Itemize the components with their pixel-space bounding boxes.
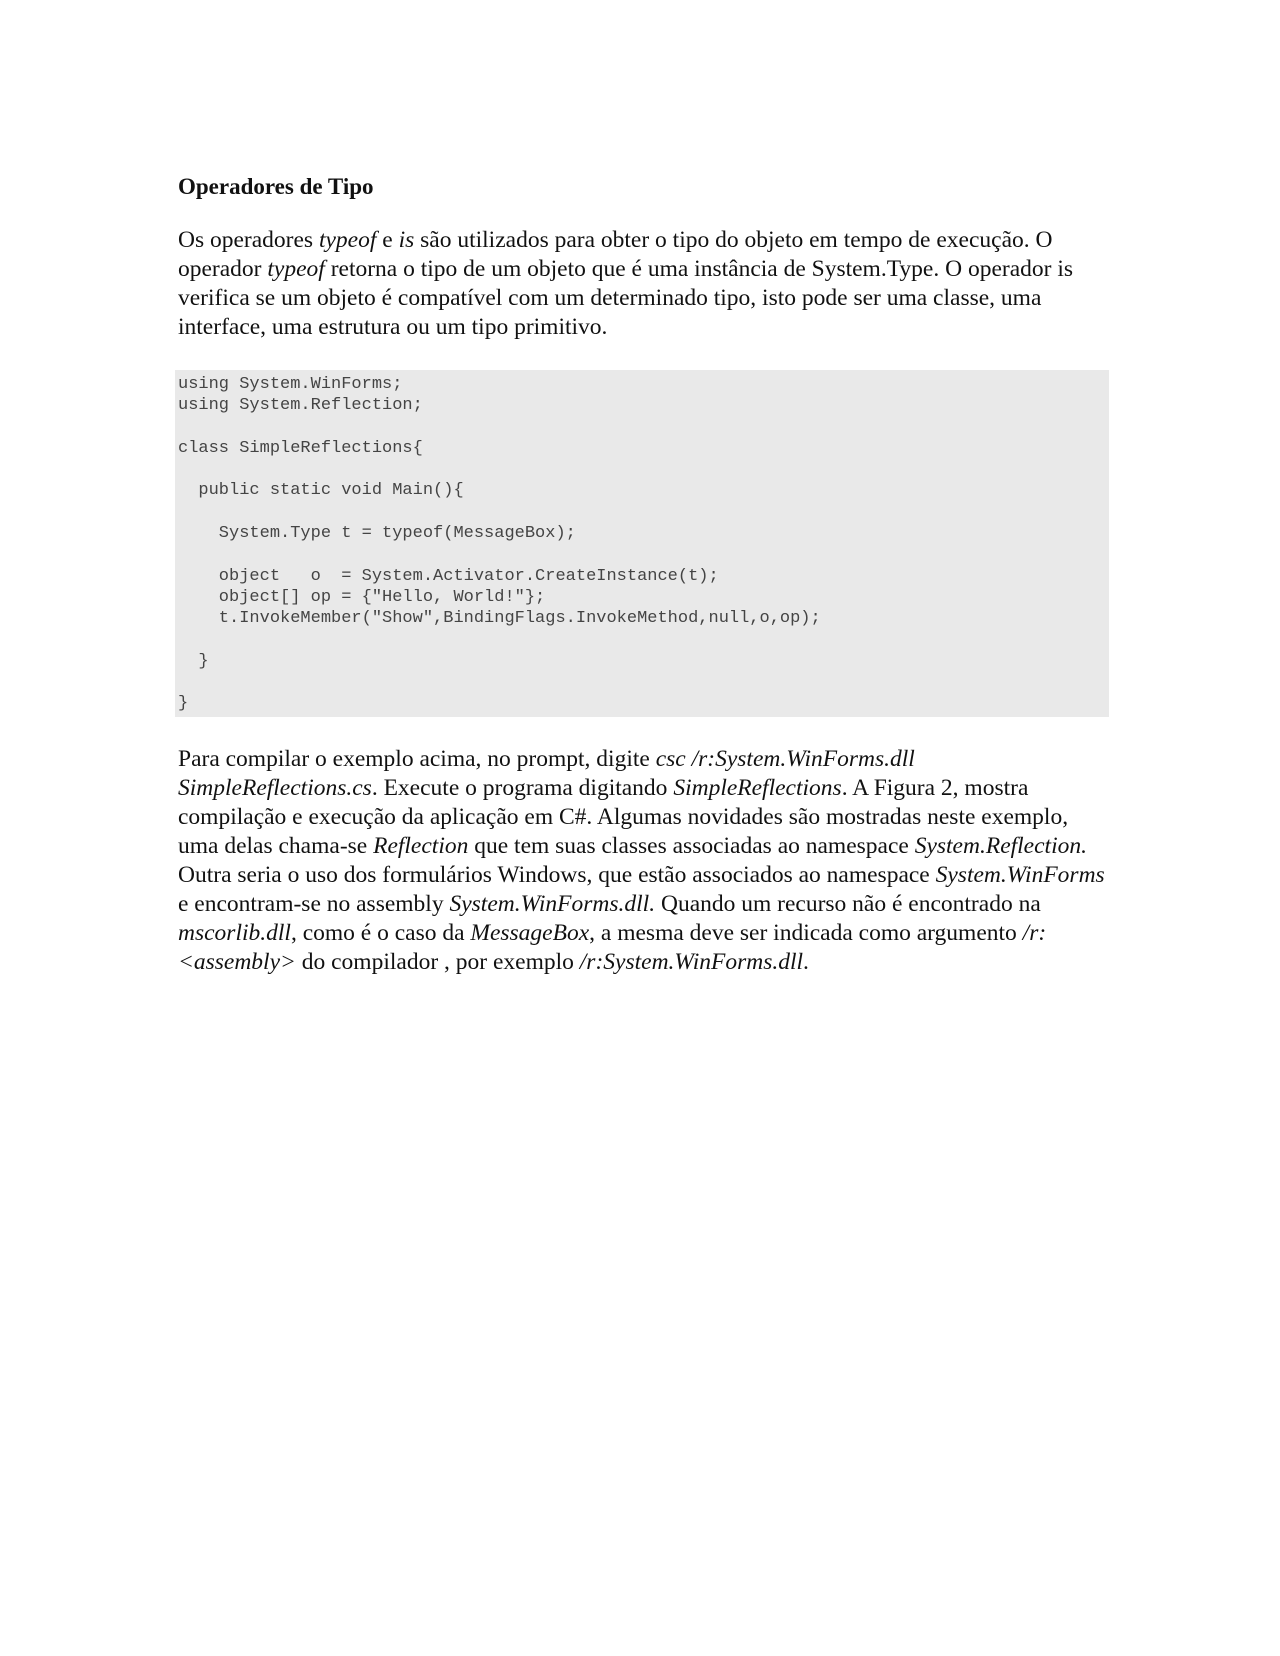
italic-text-run: MessageBox: [470, 919, 590, 946]
text-run: são utilizados para obter o tipo do objeto em tempo de execução. O operador: [178, 227, 1053, 282]
code-line: t.InvokeMember("Show",BindingFlags.InvokeMethod,null,o,op);: [178, 609, 821, 629]
code-block: [175, 370, 1109, 717]
code-line: [178, 459, 1109, 480]
text-run: . Execute o programa digitando: [371, 774, 674, 801]
code-line: [178, 502, 1109, 523]
text-run: e: [376, 227, 399, 253]
code-line: using System.Reflection;: [178, 396, 423, 416]
code-line: class SimpleReflections{: [178, 438, 423, 458]
italic-text-run: /r:System.WinForms.dll: [579, 948, 804, 975]
code-line: System.Type t = typeof(MessageBox);: [178, 524, 576, 544]
text-run: e encontram-se no assembly: [178, 890, 450, 917]
text-run: , a mesma deve ser indicada como argumento: [589, 919, 1023, 946]
italic-text-run: is: [398, 227, 415, 253]
code-line: using System.WinForms;: [178, 375, 403, 394]
text-run: .: [803, 948, 809, 975]
text-run: Outra seria o uso dos formulários Windows, que estão associados ao namespace: [178, 861, 936, 888]
code-line: [178, 630, 1109, 651]
code-line: object[] op = {"Hello, World!"};: [178, 587, 546, 607]
italic-text-run: mscorlib.dll: [178, 919, 291, 946]
italic-text-run: Reflection: [373, 832, 469, 859]
code-line: object o = System.Activator.CreateInstance(t);: [178, 566, 719, 586]
explanation-paragraph: [178, 745, 1108, 977]
italic-text-run: System.WinForms.dll.: [449, 890, 656, 917]
code-line: }: [178, 651, 209, 671]
italic-text-run: typeof: [318, 227, 377, 253]
italic-text-run: /r:<assembly>: [178, 919, 1047, 975]
italic-text-run: System.Reflection.: [914, 832, 1087, 859]
document-page: [178, 172, 1108, 977]
text-run: Os operadores: [178, 227, 319, 253]
italic-text-run: SimpleReflections: [673, 774, 842, 801]
code-line: public static void Main(){: [178, 481, 464, 501]
code-line: [178, 544, 1109, 565]
text-run: retorna o tipo de um objeto que é uma instância de System.Type. O operador is verifica se um objeto é compatível com um determinado tipo, isto pode ser uma classe, uma interface, uma estrutura ou um tipo primitivo.: [178, 256, 1074, 340]
text-run: , como é o caso da: [290, 919, 471, 946]
code-line: [178, 672, 1109, 693]
code-line: [178, 417, 1109, 438]
code-line: }: [178, 694, 189, 714]
italic-text-run: System.WinForms: [935, 861, 1105, 888]
text-run: . A Figura 2, mostra compilação e execução da aplicação em C#. Algumas novidades são mostradas neste exemplo, uma delas chama-se: [178, 774, 1069, 859]
text-run: Quando um recurso não é encontrado na: [655, 890, 1041, 917]
text-run: do compilador , por exemplo: [295, 948, 580, 975]
text-run: que tem suas classes associadas ao namespace: [468, 832, 915, 859]
italic-text-run: csc /r:System.WinForms.dll SimpleReflections.cs: [178, 745, 915, 801]
section-heading: Operadores de Tipo: [178, 174, 374, 199]
text-run: Para compilar o exemplo acima, no prompt, digite: [178, 745, 656, 772]
italic-text-run: typeof: [267, 256, 325, 282]
intro-paragraph: [178, 226, 1108, 342]
